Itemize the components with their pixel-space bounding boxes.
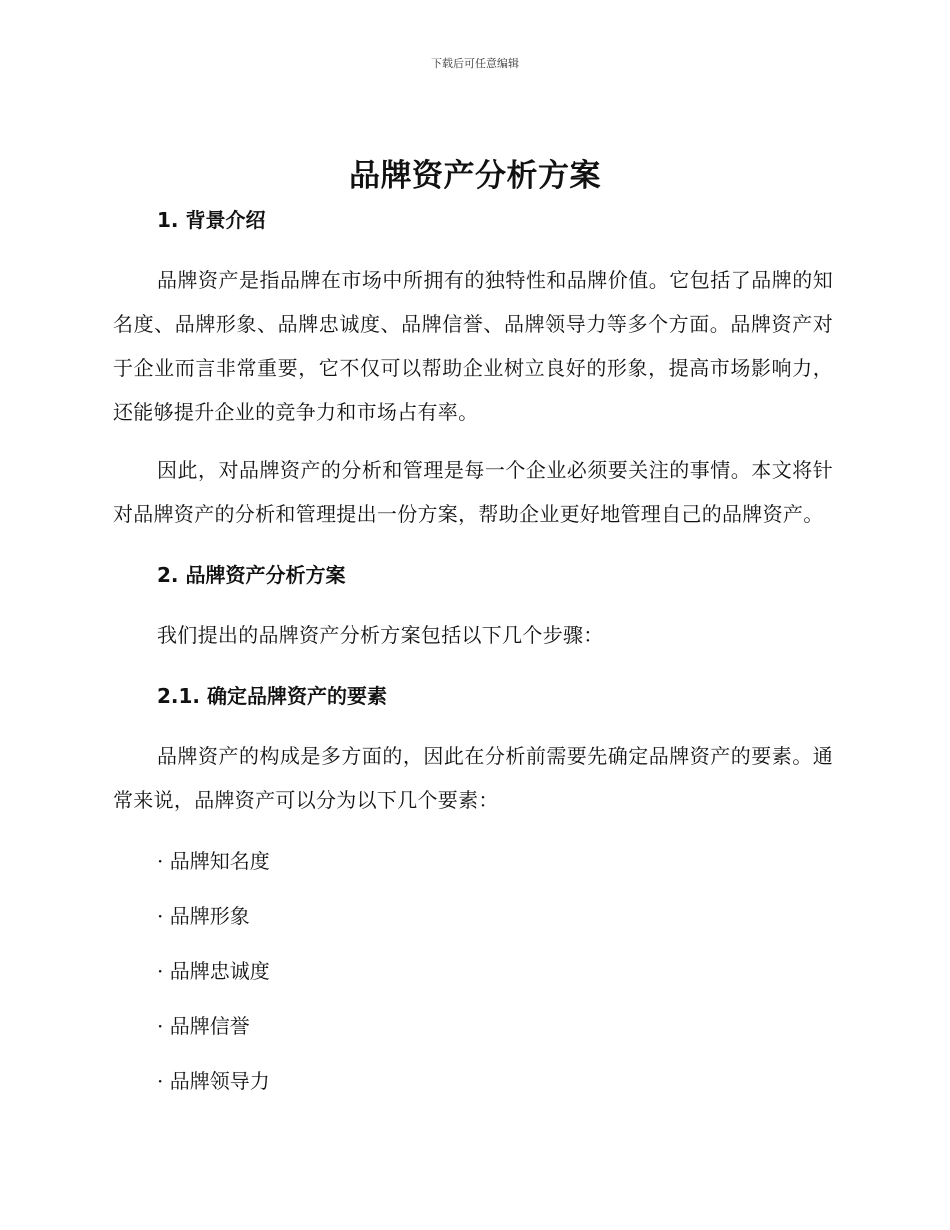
- paragraph: 因此，对品牌资产的分析和管理是每一个企业必须要关注的事情。本文将针对品牌资产的分析和管理提出一份方案，帮助企业更好地管理自己的品牌资产。: [113, 458, 833, 526]
- paragraph: 品牌资产的构成是多方面的，因此在分析前需要先确定品牌资产的要素。通常来说，品牌资产可以分为以下几个要素：: [113, 744, 833, 812]
- list-item: · 品牌信誉: [157, 1014, 250, 1038]
- document-title: 品牌资产分析方案: [349, 158, 601, 194]
- document-body: [113, 204, 833, 1097]
- list-item: · 品牌领导力: [157, 1069, 270, 1093]
- list-item: · 品牌忠诚度: [157, 959, 270, 983]
- paragraph: 品牌资产是指品牌在市场中所拥有的独特性和品牌价值。它包括了品牌的知名度、品牌形象、品牌忠诚度、品牌信誉、品牌领导力等多个方面。品牌资产对于企业而言非常重要，它不仅可以帮助企业树立良好的形象，提高市场影响力，还能够提升企业的竞争力和市场占有率。: [113, 268, 833, 424]
- section-heading-analysis-plan: 2. 品牌资产分析方案: [157, 563, 346, 587]
- list-item: · 品牌知名度: [157, 849, 270, 873]
- header-note: 下载后可任意编辑: [431, 57, 519, 70]
- section-heading-elements: 2.1. 确定品牌资产的要素: [157, 684, 387, 708]
- list-item: · 品牌形象: [157, 904, 250, 928]
- paragraph: 我们提出的品牌资产分析方案包括以下几个步骤：: [157, 623, 604, 647]
- section-heading-background: 1. 背景介绍: [157, 208, 266, 232]
